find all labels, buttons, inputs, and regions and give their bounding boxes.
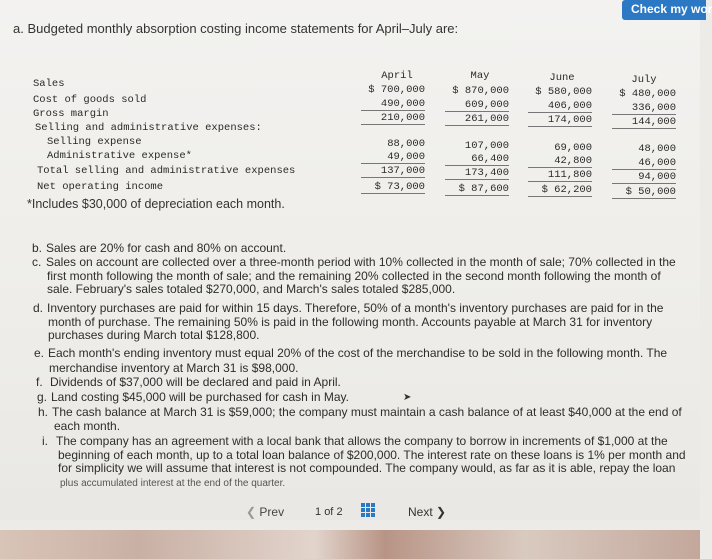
item-c	[32, 256, 676, 269]
cell-value: 107,000	[464, 140, 509, 152]
month-header: July	[631, 74, 657, 86]
item-letter: c.	[32, 255, 42, 269]
item-i	[42, 435, 668, 448]
cell-value: $ 73,000	[361, 181, 425, 194]
item-letter: g.	[37, 390, 48, 404]
page-total: 2	[336, 506, 343, 518]
item-f	[36, 376, 341, 389]
cell-value: 42,800	[528, 155, 592, 168]
cell-value: 174,000	[528, 114, 592, 127]
item-letter: f.	[36, 375, 43, 389]
item-line-cut: plus accumulated interest at the end of the quarter.	[60, 478, 286, 489]
cell-value: $ 87,600	[445, 183, 509, 196]
mouse-cursor-icon: ➤	[403, 392, 412, 403]
item-letter: e.	[34, 346, 45, 360]
row-label-selling: Selling expense	[47, 136, 142, 148]
row-label-total-sga: Total selling and administrative expenses	[37, 165, 296, 177]
background-strip	[0, 530, 700, 559]
cell-value: $ 50,000	[612, 186, 676, 199]
row-label-gross-margin: Gross margin	[33, 108, 109, 120]
row-label-sga-header: Selling and administrative expenses:	[35, 122, 262, 134]
page-of: of	[324, 506, 334, 518]
month-header: June	[549, 72, 575, 84]
item-line: Each month's ending inventory must equal 20% of the cost of the merchandise to be sold in the following month. The	[48, 346, 668, 360]
part-a-heading: a. Budgeted monthly absorption costing income statements for April–July are:	[13, 21, 459, 36]
next-button[interactable]	[408, 505, 446, 519]
item-line: for simplicity we will assume that interest is not compounded. The company would, as far as it is able, repay the loan	[58, 461, 676, 475]
item-letter: d.	[33, 301, 44, 315]
item-line: Sales on account are collected over a three-month period with 10% collected in the month of sale; 70% collected in the	[46, 255, 676, 269]
item-line: The cash balance at March 31 is $59,000; the company must maintain a cash balance of at least $40,000 at the end of	[52, 405, 682, 419]
item-line: beginning of each month, up to a total loan balance of $200,000. The interest rate on these loans is 1% per month and	[58, 448, 686, 462]
depreciation-footnote: *Includes $30,000 of depreciation each month.	[27, 197, 285, 211]
item-h	[38, 406, 682, 419]
cell-value: 46,000	[612, 157, 676, 170]
next-label: Next	[408, 505, 433, 519]
cell-value: 66,400	[445, 153, 509, 166]
item-letter: i.	[42, 434, 48, 448]
item-letter: h.	[38, 405, 49, 419]
cell-value: 406,000	[528, 100, 592, 113]
check-my-work-button[interactable]: Check my wor	[622, 0, 706, 20]
item-line: merchandise inventory at March 31 is $98,000.	[49, 361, 299, 375]
item-line: Sales are 20% for cash and 80% on account.	[46, 241, 287, 255]
cell-value: 48,000	[638, 143, 676, 155]
cell-value: 94,000	[612, 171, 676, 184]
row-label-admin: Administrative expense*	[47, 150, 192, 162]
cell-value: 261,000	[445, 113, 509, 126]
item-line: purchases during March total $128,800.	[48, 328, 260, 342]
cell-value: 137,000	[361, 165, 425, 178]
cell-value: 69,000	[554, 142, 592, 154]
cell-value: 111,800	[528, 169, 592, 182]
cell-value: $ 62,200	[528, 184, 592, 197]
cell-value: 490,000	[361, 98, 425, 111]
month-header: April	[381, 70, 413, 82]
item-line: month of purchase. The remaining 50% is paid in the following month. Accounts payable at March 31 for inventory	[48, 315, 653, 329]
prev-label: Prev	[259, 505, 285, 519]
cell-value: 173,400	[445, 167, 509, 180]
cell-value: 336,000	[612, 102, 676, 115]
item-line: Inventory purchases are paid for within 15 days. Therefore, 50% of a month's inventory purchases are paid for in the	[47, 301, 664, 315]
row-label-cogs: Cost of goods sold	[33, 94, 147, 106]
cell-value: 49,000	[361, 151, 425, 164]
item-line: Land costing $45,000 will be purchased for cash in May.	[51, 390, 349, 404]
cell-value: $ 480,000	[619, 88, 676, 100]
cell-value: $ 700,000	[368, 84, 425, 96]
chevron-right-icon: ❯	[436, 505, 447, 519]
item-line: Dividends of $37,000 will be declared and paid in April.	[50, 375, 341, 389]
item-e	[34, 347, 667, 360]
month-header: May	[470, 70, 490, 82]
grid-icon[interactable]	[361, 503, 375, 517]
cell-value: $ 580,000	[535, 86, 592, 98]
item-d	[33, 302, 663, 315]
chevron-left-icon: ❮	[246, 505, 257, 519]
item-line: sale. February's sales totaled $270,000, and March's sales totaled $285,000.	[47, 282, 456, 296]
item-g	[37, 391, 349, 404]
page-current: 1	[315, 506, 322, 518]
item-line: first month following the month of sale; and the remaining 20% collected in the second month following the month of	[47, 269, 661, 283]
item-line: each month.	[54, 419, 121, 433]
cell-value: 210,000	[361, 112, 425, 125]
prev-button[interactable]	[246, 505, 284, 519]
item-line: The company has an agreement with a local bank that allows the company to borrow in increments of $1,000 at the	[56, 434, 668, 448]
item-letter: b.	[32, 241, 43, 255]
cell-value: $ 870,000	[452, 85, 509, 97]
row-label-sales: Sales	[33, 78, 65, 90]
item-b	[32, 242, 286, 255]
page-indicator	[315, 506, 343, 518]
row-label-noi: Net operating income	[37, 181, 164, 193]
pagination-bar	[228, 498, 468, 526]
cell-value: 88,000	[387, 138, 425, 150]
cell-value: 609,000	[445, 99, 509, 112]
cell-value: 144,000	[612, 116, 676, 129]
